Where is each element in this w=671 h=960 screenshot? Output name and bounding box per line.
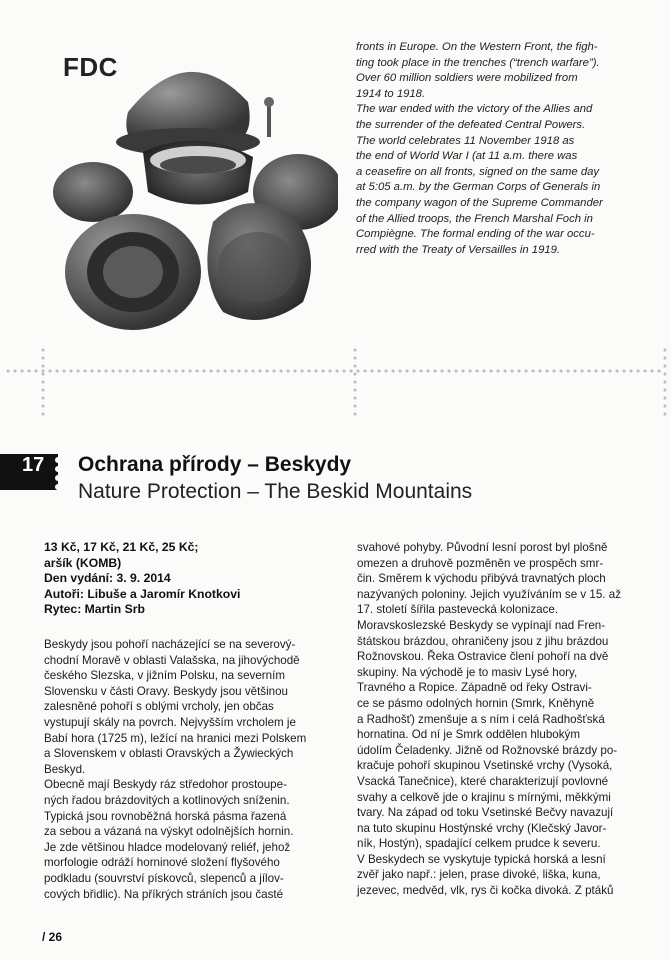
text-line: the end of World War I (at 11 a.m. there was — [356, 150, 578, 163]
text-line: Obecně mají Beskydy ráz středohor prostoupe- — [44, 778, 287, 792]
perforation-line — [351, 346, 359, 424]
text-line: a Slovenskem v oblasti Oravských a Žywieckých — [44, 747, 294, 761]
text-line: fronts in Europe. On the Western Front, the figh- — [356, 41, 598, 53]
text-line: jezevec, medvěd, vlk, rys či kočka divoká. Z ptáků — [357, 884, 614, 898]
text-line: nazývaných poloniny. Jejich využíváním se v 15. až — [357, 587, 621, 601]
section-title-en: Nature Protection – The Beskid Mountains — [78, 480, 473, 503]
text-line: Je zde většinou hladce modelovaný reliéf, jehož — [44, 840, 291, 854]
text-line: podkladu (souvrství pískovců, slepenců a jílov- — [44, 871, 284, 885]
military-helmets-photo — [48, 42, 338, 332]
issue-date: Den vydání: 3. 9. 2014 — [44, 571, 171, 585]
text-line: tvary. Na západ od toku Vsetinské Bečvy navazují — [357, 806, 614, 820]
stamp-details — [44, 540, 334, 618]
text-line: The world celebrates 11 November 1918 as — [356, 134, 575, 147]
stamp-engraver: Rytec: Martin Srb — [44, 602, 145, 616]
text-line: zvěř jako např.: jelen, prase divoké, liška, kuna, — [357, 868, 601, 882]
text-line: svahové pohyby. Původní lesní porost byl plošně — [357, 541, 608, 554]
text-line: za sebou a vázaná na výskyt odolnějších hornin. — [44, 825, 294, 839]
text-line: of the Allied troops, the French Marshal Foch in — [356, 212, 593, 225]
text-line: omezen a druhově pozměněn ve prospěch smr- — [357, 556, 604, 570]
intro-text-block — [356, 40, 646, 258]
text-line: Moravskoslezské Beskydy se vypínají nad Fren- — [357, 618, 606, 632]
stamp-values: 13 Kč, 17 Kč, 21 Kč, 25 Kč; — [44, 540, 199, 554]
stamp-number: 17 — [22, 454, 45, 476]
fdc-label: FDC — [63, 52, 118, 82]
text-line: hornatina. Od ní je Smrk oddělen hlubokým — [357, 728, 580, 742]
stamp-format: aršík (KOMB) — [44, 555, 122, 570]
perforation-line — [661, 346, 669, 424]
text-line: Beskyd. — [44, 762, 86, 776]
text-line: Beskydy jsou pohoří nacházející se na severový- — [44, 638, 296, 651]
text-line: the surrender of the defeated Central Powers. — [356, 118, 586, 131]
text-line: Travného a Ropice. Západně od řeky Ostravi- — [357, 681, 592, 695]
page-number: / 26 — [42, 930, 63, 944]
text-line: Over 60 million soldiers were mobilized from — [356, 72, 578, 85]
body-column-left — [44, 637, 334, 902]
text-line: Typická jsou rovnoběžná horská pásma řazená — [44, 809, 287, 823]
text-line: morfologie odráží horninové složení flyšového — [44, 856, 280, 870]
text-line: ník, Hostýn), spadající celkem prudce k severu. — [357, 837, 601, 851]
text-line: The war ended with the victory of the Allies and — [356, 103, 593, 116]
text-line: štátskou brázdou, ohraničeny jsou z jihu brázdou — [357, 634, 609, 648]
text-line: zalesněné pohoří s oblými vrcholy, jen občas — [44, 700, 274, 714]
text-line: chodní Moravě v oblasti Valašska, na jihovýchodě — [44, 653, 300, 667]
perforation-line — [0, 367, 671, 375]
text-line: 17. století šířila pastevecká kolonizace. — [357, 603, 559, 617]
text-line: českého Slezska, v jižním Polsku, na severním — [44, 669, 285, 683]
text-line: Rožnovskou. Řeka Ostravice člení pohoří na dvě — [357, 650, 609, 664]
section-title-cz: Ochrana přírody – Beskydy — [78, 453, 352, 476]
text-line: ných řadou brázdovitých a kotlinových sníženin. — [44, 793, 290, 807]
text-line: V Beskydech se vyskytuje typická horská a lesní — [357, 852, 606, 866]
text-line: vystupují skály na povrch. Nejvyšším vrcholem je — [44, 715, 296, 729]
text-line: a Radhošť) zmenšuje a s ním i celá Radhošťská — [357, 712, 605, 726]
text-line: Compiègne. The formal ending of the war occu- — [356, 228, 595, 241]
text-line: at 5:05 a.m. by the German Corps of Generals in — [356, 181, 601, 194]
text-line: cových břidlic). Na příkrých stráních jsou časté — [44, 887, 284, 901]
text-line: údolím Čeladenky. Jižně od Rožnovské brázdy po- — [357, 743, 618, 757]
body-column-right — [357, 540, 647, 899]
text-line: rred with the Treaty of Versailles in 1919. — [356, 243, 561, 256]
text-line: kračuje pohoří skupinou Vsetinské vrchy (Vysoká, — [357, 759, 613, 773]
text-line: the company wagon of the Supreme Commander — [356, 196, 603, 209]
text-line: Babí hora (1725 m), ležící na hranici mezi Polskem — [44, 731, 307, 745]
text-line: Vsacká Tanečnice), které charakterizují povlovné — [357, 774, 609, 788]
text-line: skupiny. Na východě je to masiv Lysé hory, — [357, 665, 578, 679]
text-line: čin. Směrem k východu přibývá travnatých ploch — [357, 572, 606, 586]
text-line: Slovensku v části Oravy. Beskydy jsou většinou — [44, 684, 289, 698]
text-line: na tuto skupinu Hostýnské vrchy (Klečský Javor- — [357, 821, 607, 835]
stamp-authors: Autoři: Libuše a Jaromír Knotkovi — [44, 586, 241, 601]
text-line: 1914 to 1918. — [356, 87, 426, 100]
text-line: a ceasefire on all fronts, signed on the same day — [356, 165, 600, 178]
text-line: ting took place in the trenches (“trench warfare”). — [356, 56, 600, 69]
text-line: ce se pásmo odolných hornin (Smrk, Kněhyně — [357, 696, 595, 710]
perforation-line — [39, 346, 47, 424]
text-line: svahy a celkově jde o krajinu s mírnými, měkkými — [357, 790, 611, 804]
